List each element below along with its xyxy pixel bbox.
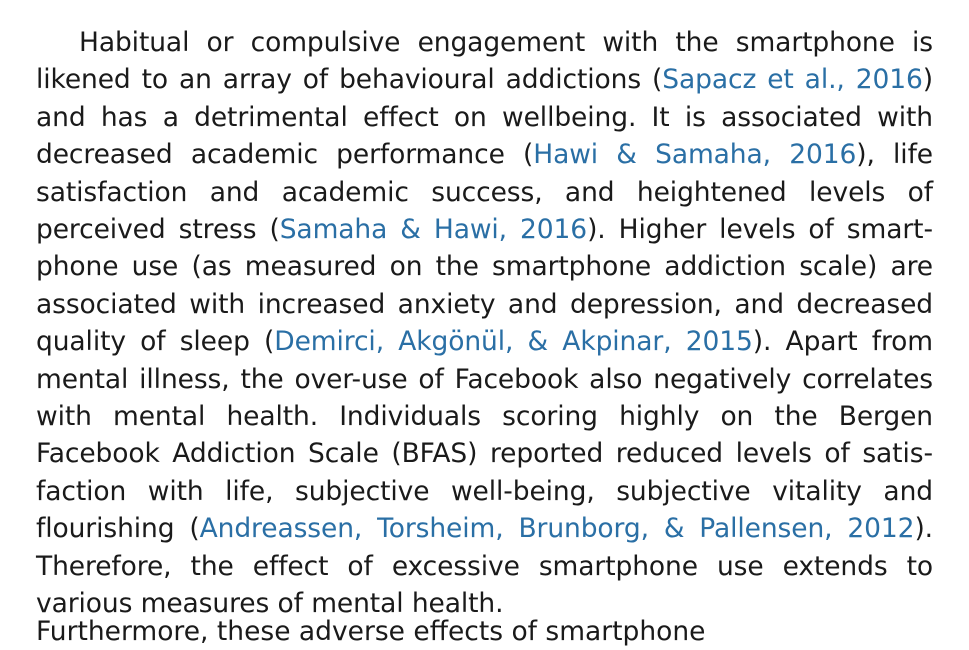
body-paragraph: [36, 24, 933, 623]
paragraph-text: ). Therefore, the effect of excessive smartphone use extends to various measures of mental health.: [36, 513, 933, 620]
citation-link[interactable]: Hawi & Samaha, 2016: [533, 139, 857, 171]
next-paragraph-cut-off: [36, 616, 933, 647]
paragraph-text: ). Higher levels of smartphone use (as measured on the smartphone addiction scale) are associated with increased anxiety and depression, and decreased quality of sleep (: [36, 214, 934, 358]
paragraph-text: ), life satisfaction and academic success, and heightened levels of perceived stress (: [36, 139, 934, 246]
next-line-fragment: Furthermore, these adverse effects of smartphone: [36, 616, 706, 647]
citation-link[interactable]: Andreassen, Torsheim, Brunborg, & Pallensen, 2012: [199, 513, 915, 545]
document-page: [36, 24, 933, 623]
paragraph-text: ) and has a detrimental effect on wellbeing. It is associated with decreased academic performance (: [36, 64, 933, 171]
paragraph-text: ). Apart from mental illness, the over-use of Facebook also negatively correlates with mental health. Individuals scoring highly on the Bergen Facebook Addiction Scale (BFAS) reported reduced levels of satisfaction with life, subjective well-being, subjective vitality and flourishing (: [36, 326, 933, 545]
citation-link[interactable]: Sapacz et al., 2016: [662, 64, 923, 96]
citation-link[interactable]: Demirci, Akgönül, & Akpinar, 2015: [274, 326, 753, 358]
citation-link[interactable]: Samaha & Hawi, 2016: [279, 214, 588, 246]
paragraph-text: Habitual or compulsive engagement with the smartphone is likened to an array of behavioural addictions (: [36, 27, 933, 96]
